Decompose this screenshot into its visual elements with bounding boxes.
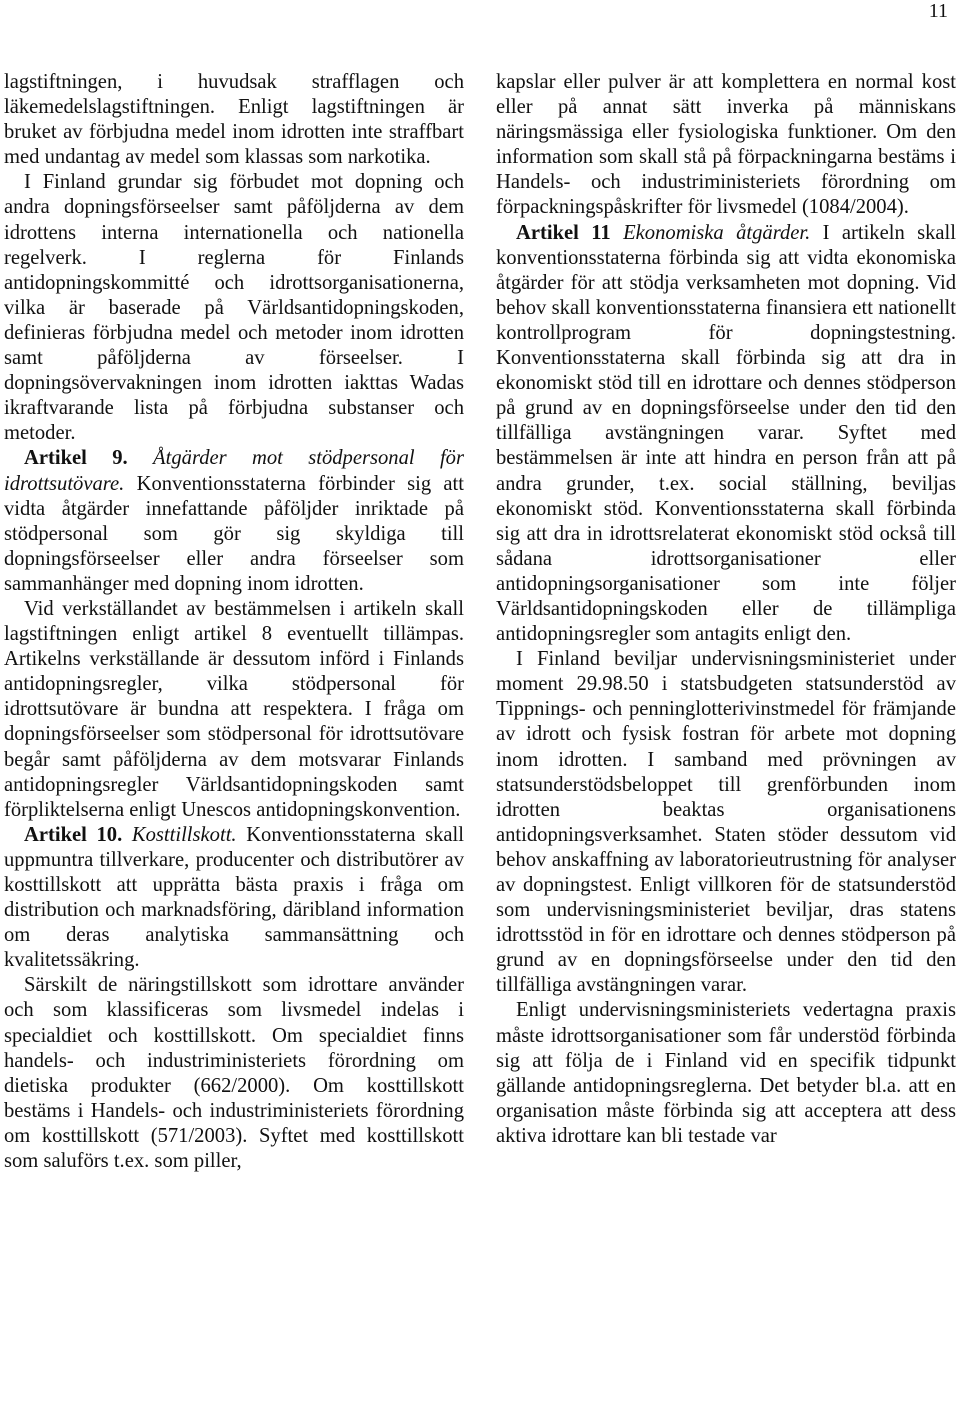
paragraph: Vid verkställandet av bestämmelsen i artikeln skall lagstiftningen enligt artikel 8 eventuellt tillämpas. Artikelns verkställande är dessutom införd i Finlands antidopningsregler, vilka stödpersonal för idrottsutövare är bundna att respektera. I fråga om dopningsförseelser som stödpersonal för idrottsutövare begår samt påföljderna av dem motsvarar Finlands antidopningsregler Världsantidopningskoden samt förpliktelserna enligt Unescos antidopningskonvention. <box>4 597 464 821</box>
article-title: Åtgärder mot stödpersonal för idrottsutövare. <box>4 447 464 495</box>
article-text: Konventionsstaterna förbinder sig att vidta åtgärder innefattande påföljder inriktade på stödpersonal som gör sig skyldiga till dopningsförseelser eller andra förseelser som sammanhänger med dopning inom idrotten. <box>4 472 464 595</box>
article-number: Artikel 11 <box>516 221 611 244</box>
article-9 <box>4 446 464 597</box>
article-10 <box>4 823 464 974</box>
paragraph: Enligt undervisningsministeriets vedertagna praxis måste idrottsorganisationer som får understöd förbinda sig att följa de i Finland vid en specifik tidpunkt gällande antidopningsreglerna. Det betyder bl.a. att en organisation måste förbinda sig att acceptera att dess aktiva idrottare kan bli testade var <box>496 999 956 1147</box>
paragraph: I Finland grundar sig förbudet mot dopning och andra dopningsförseelser samt påföljderna av dem idrottens interna internationella och nationella regelverk. I reglerna för Finlands antidopningskommitté och idrottsorganisationerna, vilka är baserade på Världsantidopningskoden, definieras förbjudna medel och metoder inom idrotten samt påföljderna av förseelser. I dopningsövervakningen inom idrotten iakttas Wadas ikraftvarande lista på förbjudna substanser och metoder. <box>4 171 464 445</box>
article-title: Ekonomiska åtgärder. <box>623 221 811 244</box>
left-column <box>4 70 464 1174</box>
paragraph: Särskilt de näringstillskott som idrottare använder och som klassificeras som livsmedel indelas i specialdiet och kosttillskott. Om specialdiet finns handels- och industriministeriets förordning om dietiska produkter (662/2000). Om kosttillskott bestäms i Handels- och industriministeriets förordning om kosttillskott (571/2003). Syftet med kosttillskott som saluförs t.ex. som piller, <box>4 974 464 1173</box>
paragraph: kapslar eller pulver är att komplettera en normal kost eller på annat sätt inverka på människans näringsmässiga eller fysiologiska funktioner. Om den information som skall stå på förpackningarna bestäms i Handels- och industriministeriets förordning om förpackningspåskrifter för livsmedel (1084/2004). <box>496 71 956 219</box>
right-column <box>496 70 956 1149</box>
paragraph: lagstiftningen, i huvudsak strafflagen och läkemedelslagstiftningen. Enligt lagstiftningen är bruket av förbjudna medel inom idrotten inte straffbart med undantag av medel som klassas som narkotika. <box>4 71 464 169</box>
article-text: I artikeln skall konventionsstaterna förbinda sig att vidta ekonomiska åtgärder för att stödja verksamheten mot dopning. Vid behov skall konventionsstaterna finansiera ett nationellt kontrollprogram för dopningstestning. Konventionsstaterna skall förbinda sig att dra in ekonomiskt stöd till en idrottare och dennes stödperson på grund av en dopningsförseelse under den tid den tillfälliga avstängningen varar. Syftet med bestämmelsen är inte att hindra en person från att på andra grunder, t.ex. social ställning, beviljas ekonomiskt stöd. Konventionsstaterna skall förbinda sig att dra in idrottsrelaterat ekonomiskt stöd också till sådana idrottsorganisationer eller antidopningsorganisationer som inte följer Världsantidopningskoden eller de tillämpliga antidopningsregler som antagits enligt den. <box>496 221 956 646</box>
article-number: Artikel 10. <box>24 823 123 846</box>
page-number: 11 <box>928 0 948 22</box>
article-number: Artikel 9. <box>24 447 128 470</box>
article-11 <box>496 221 956 648</box>
article-text: Konventionsstaterna skall uppmuntra tillverkare, producenter och distributörer av kosttillskott att upprätta bästa praxis i fråga om distribution och marknadsföring, däribland information om deras analytiska sammansättning och kvalitetssäkring. <box>4 823 464 972</box>
article-title: Kosttillskott. <box>131 823 237 846</box>
paragraph: I Finland beviljar undervisningsministeriet under moment 29.98.50 i statsbudgeten statsunderstöd av Tippnings- och penninglotterivinstmedel för främjande av idrott och fysisk fostran för arbete mot dopning inom idrotten. I samband med prövningen av statsunderstödsbeloppet till grenförbunden inom idrotten beaktas organisationens antidopningsverksamhet. Staten stöder dessutom vid behov anskaffning av laboratorieutrustning för analyser av dopningstest. Enligt villkoren för de statsunderstöd som undervisningsministeriet beviljar, dras statens idrottsstöd in för en idrottare och dennes stödperson på grund av en dopningsförseelse under den tid den tillfälliga avstängningen varar. <box>496 648 956 997</box>
